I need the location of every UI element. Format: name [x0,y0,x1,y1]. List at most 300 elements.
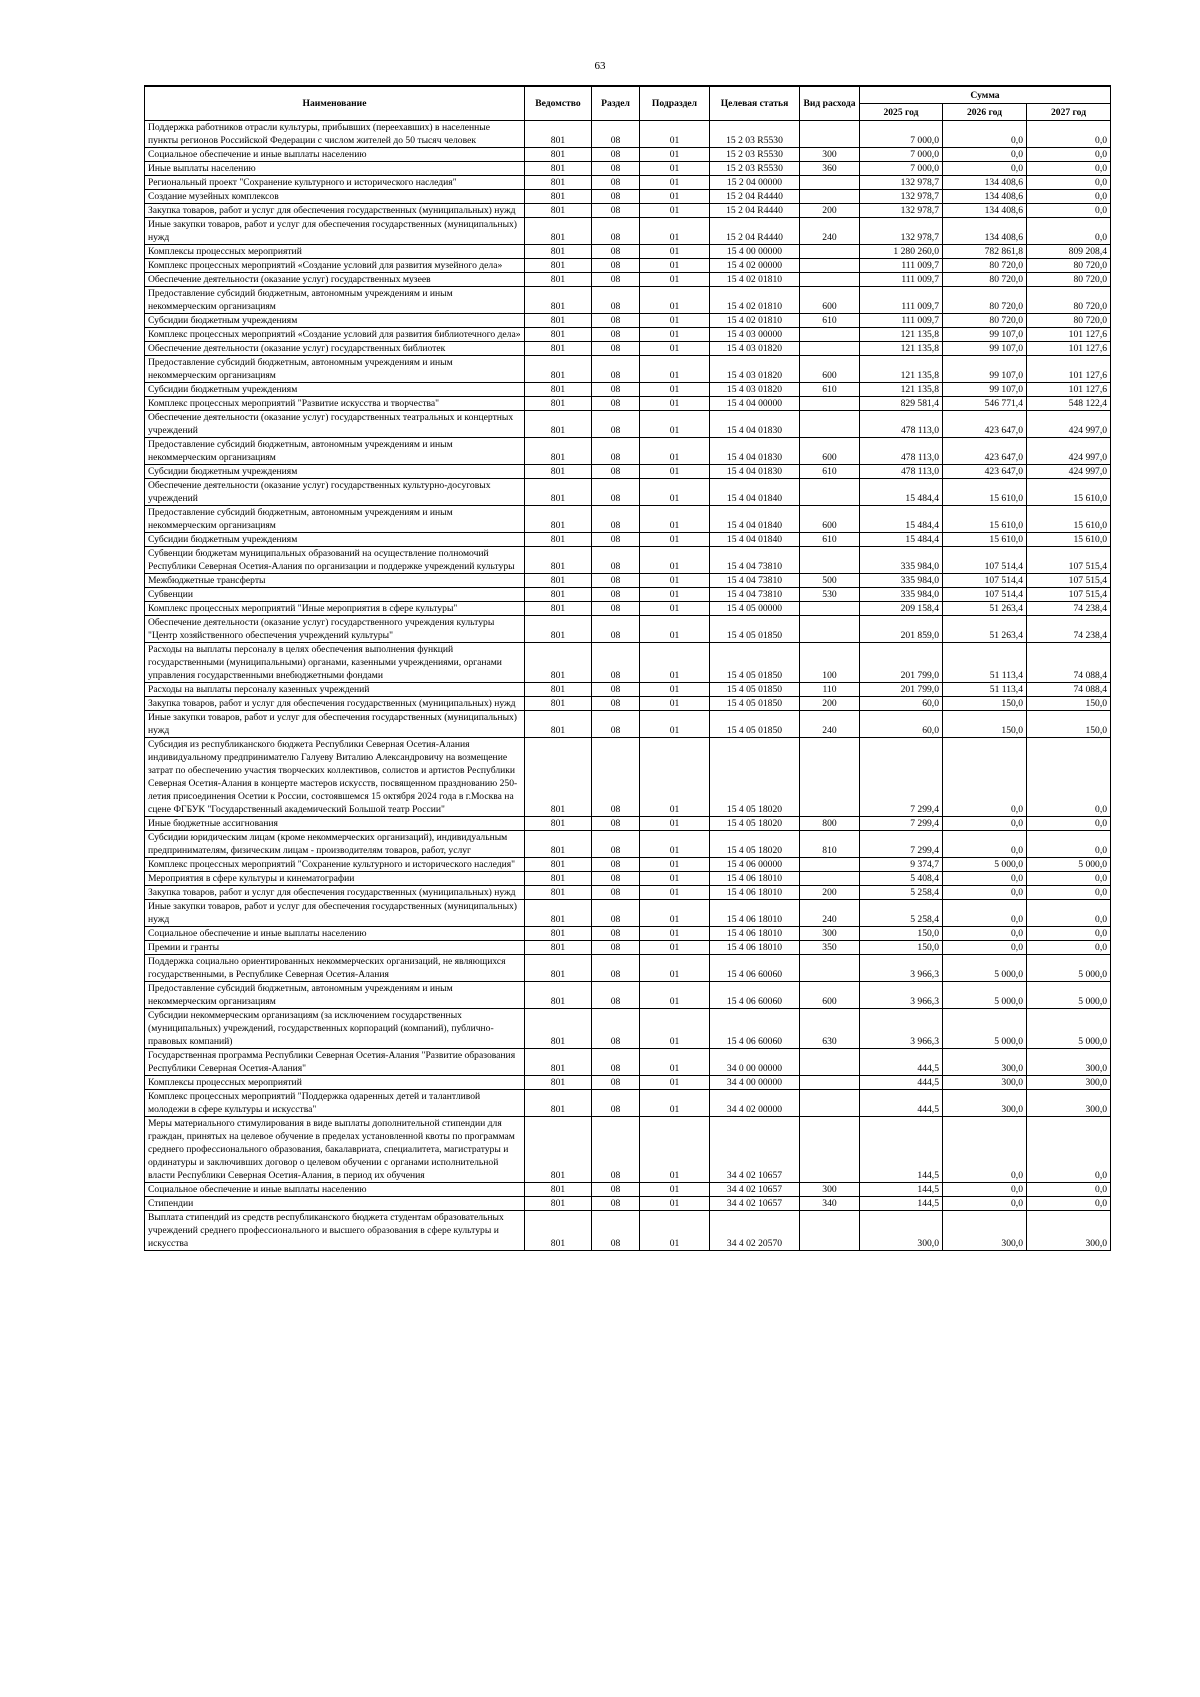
cell-expense-type: 530 [800,588,860,602]
cell-sum-2026: 0,0 [943,900,1027,927]
table-row [145,927,1111,941]
cell-subsection: 01 [640,547,710,574]
cell-target-article: 15 2 03 R5530 [710,148,800,162]
table-row [145,356,1111,383]
cell-department: 801 [525,1090,592,1117]
cell-sum-2025: 3 966,3 [860,982,943,1009]
cell-department: 801 [525,397,592,411]
cell-name: Субвенции бюджетам муниципальных образований на осуществление полномочий Республики Северная Осетия-Алания по организации и поддержке учреждений культуры [145,547,525,574]
cell-sum-2025: 201 859,0 [860,616,943,643]
cell-section: 08 [592,465,640,479]
cell-expense-type: 600 [800,506,860,533]
cell-section: 08 [592,574,640,588]
cell-sum-2026: 5 000,0 [943,982,1027,1009]
header-target-article: Целевая статья [710,86,800,121]
cell-subsection: 01 [640,438,710,465]
cell-name: Государственная программа Республики Северная Осетия-Алания "Развитие образования Республики Северная Осетия-Алания" [145,1049,525,1076]
cell-department: 801 [525,356,592,383]
cell-name: Обеспечение деятельности (оказание услуг) государственных культурно-досуговых учреждений [145,479,525,506]
table-row [145,982,1111,1009]
cell-sum-2026: 80 720,0 [943,287,1027,314]
table-row [145,438,1111,465]
header-subsection: Подраздел [640,86,710,121]
cell-expense-type [800,328,860,342]
cell-department: 801 [525,314,592,328]
cell-name: Комплекс процессных мероприятий "Поддержка одаренных детей и талантливой молодежи в сфере культуры и искусства" [145,1090,525,1117]
cell-section: 08 [592,955,640,982]
table-row [145,176,1111,190]
cell-name: Иные закупки товаров, работ и услуг для обеспечения государственных (муниципальных) нужд [145,900,525,927]
cell-subsection: 01 [640,1117,710,1183]
cell-department: 801 [525,616,592,643]
table-row [145,328,1111,342]
cell-subsection: 01 [640,941,710,955]
cell-target-article: 15 4 05 18020 [710,831,800,858]
cell-target-article: 15 2 04 00000 [710,176,800,190]
cell-expense-type: 100 [800,643,860,683]
cell-sum-2025: 60,0 [860,711,943,738]
cell-department: 801 [525,941,592,955]
cell-department: 801 [525,1076,592,1090]
table-row [145,738,1111,817]
cell-target-article: 15 4 05 01850 [710,616,800,643]
cell-subsection: 01 [640,1211,710,1251]
cell-subsection: 01 [640,273,710,287]
cell-name: Расходы на выплаты персоналу казенных учреждений [145,683,525,697]
table-row [145,465,1111,479]
cell-expense-type: 350 [800,941,860,955]
table-row [145,245,1111,259]
cell-sum-2027: 809 208,4 [1027,245,1111,259]
table-row [145,872,1111,886]
cell-sum-2025: 7 299,4 [860,831,943,858]
cell-name: Создание музейных комплексов [145,190,525,204]
cell-subsection: 01 [640,900,710,927]
cell-section: 08 [592,162,640,176]
cell-subsection: 01 [640,176,710,190]
cell-sum-2026: 0,0 [943,886,1027,900]
cell-department: 801 [525,1009,592,1049]
cell-sum-2026: 0,0 [943,148,1027,162]
cell-sum-2026: 99 107,0 [943,356,1027,383]
table-row [145,1183,1111,1197]
table-row [145,711,1111,738]
cell-expense-type: 200 [800,204,860,218]
cell-expense-type: 200 [800,886,860,900]
cell-section: 08 [592,314,640,328]
cell-section: 08 [592,602,640,616]
cell-expense-type: 200 [800,697,860,711]
cell-target-article: 34 4 02 10657 [710,1197,800,1211]
cell-expense-type: 300 [800,927,860,941]
cell-name: Субсидии бюджетным учреждениям [145,314,525,328]
cell-sum-2026: 51 113,4 [943,683,1027,697]
cell-department: 801 [525,218,592,245]
cell-target-article: 15 4 06 60060 [710,1009,800,1049]
cell-expense-type [800,547,860,574]
cell-sum-2027: 107 515,4 [1027,588,1111,602]
cell-subsection: 01 [640,342,710,356]
cell-sum-2026: 5 000,0 [943,955,1027,982]
cell-sum-2026: 15 610,0 [943,506,1027,533]
cell-subsection: 01 [640,616,710,643]
cell-target-article: 15 4 05 01850 [710,711,800,738]
cell-section: 08 [592,176,640,190]
cell-sum-2027: 0,0 [1027,817,1111,831]
cell-sum-2027: 300,0 [1027,1090,1111,1117]
cell-target-article: 15 4 06 18010 [710,886,800,900]
cell-sum-2025: 111 009,7 [860,259,943,273]
cell-target-article: 15 4 04 73810 [710,588,800,602]
cell-sum-2026: 0,0 [943,1183,1027,1197]
cell-subsection: 01 [640,1090,710,1117]
cell-expense-type: 600 [800,982,860,1009]
cell-sum-2027: 80 720,0 [1027,287,1111,314]
cell-sum-2027: 300,0 [1027,1076,1111,1090]
cell-sum-2026: 150,0 [943,711,1027,738]
cell-section: 08 [592,218,640,245]
cell-sum-2027: 424 997,0 [1027,465,1111,479]
cell-name: Иные закупки товаров, работ и услуг для обеспечения государственных (муниципальных) нужд [145,218,525,245]
cell-expense-type: 340 [800,1197,860,1211]
cell-sum-2027: 0,0 [1027,190,1111,204]
cell-sum-2026: 15 610,0 [943,533,1027,547]
cell-sum-2027: 0,0 [1027,927,1111,941]
header-year-2026: 2026 год [943,104,1027,121]
cell-target-article: 15 4 02 01810 [710,273,800,287]
cell-expense-type: 500 [800,574,860,588]
cell-department: 801 [525,465,592,479]
cell-sum-2025: 444,5 [860,1076,943,1090]
cell-section: 08 [592,588,640,602]
cell-section: 08 [592,643,640,683]
cell-sum-2025: 829 581,4 [860,397,943,411]
table-row [145,411,1111,438]
cell-subsection: 01 [640,479,710,506]
cell-subsection: 01 [640,1049,710,1076]
cell-department: 801 [525,506,592,533]
table-row [145,858,1111,872]
cell-sum-2027: 0,0 [1027,218,1111,245]
cell-sum-2026: 134 408,6 [943,204,1027,218]
cell-sum-2027: 0,0 [1027,204,1111,218]
cell-expense-type [800,245,860,259]
cell-target-article: 34 0 00 00000 [710,1049,800,1076]
cell-sum-2027: 101 127,6 [1027,328,1111,342]
header-name: Наименование [145,86,525,121]
cell-sum-2025: 5 408,4 [860,872,943,886]
cell-sum-2026: 300,0 [943,1076,1027,1090]
cell-expense-type: 800 [800,817,860,831]
cell-sum-2025: 300,0 [860,1211,943,1251]
cell-sum-2025: 5 258,4 [860,886,943,900]
cell-sum-2027: 150,0 [1027,697,1111,711]
cell-sum-2027: 80 720,0 [1027,314,1111,328]
table-row [145,273,1111,287]
cell-sum-2027: 0,0 [1027,872,1111,886]
cell-sum-2025: 132 978,7 [860,218,943,245]
cell-target-article: 15 4 06 18010 [710,941,800,955]
cell-expense-type [800,121,860,148]
table-row [145,342,1111,356]
cell-sum-2027: 0,0 [1027,1117,1111,1183]
cell-department: 801 [525,900,592,927]
cell-subsection: 01 [640,397,710,411]
cell-section: 08 [592,328,640,342]
table-row [145,547,1111,574]
cell-sum-2027: 5 000,0 [1027,1009,1111,1049]
cell-sum-2026: 99 107,0 [943,342,1027,356]
cell-section: 08 [592,858,640,872]
cell-sum-2026: 0,0 [943,927,1027,941]
cell-subsection: 01 [640,697,710,711]
cell-sum-2026: 51 263,4 [943,602,1027,616]
cell-sum-2027: 101 127,6 [1027,356,1111,383]
cell-department: 801 [525,1197,592,1211]
cell-sum-2025: 132 978,7 [860,204,943,218]
cell-sum-2026: 107 514,4 [943,574,1027,588]
cell-section: 08 [592,533,640,547]
cell-target-article: 34 4 02 00000 [710,1090,800,1117]
cell-subsection: 01 [640,148,710,162]
cell-expense-type [800,1090,860,1117]
cell-sum-2027: 5 000,0 [1027,955,1111,982]
cell-sum-2027: 424 997,0 [1027,411,1111,438]
cell-expense-type [800,273,860,287]
cell-sum-2025: 7 299,4 [860,738,943,817]
cell-sum-2027: 101 127,6 [1027,342,1111,356]
cell-expense-type [800,190,860,204]
cell-sum-2026: 300,0 [943,1049,1027,1076]
table-row [145,259,1111,273]
cell-name: Региональный проект "Сохранение культурного и исторического наследия" [145,176,525,190]
cell-expense-type [800,858,860,872]
cell-target-article: 15 4 03 01820 [710,342,800,356]
cell-target-article: 15 4 05 01850 [710,643,800,683]
cell-sum-2026: 80 720,0 [943,314,1027,328]
cell-target-article: 15 4 06 60060 [710,982,800,1009]
cell-section: 08 [592,697,640,711]
cell-department: 801 [525,643,592,683]
cell-department: 801 [525,273,592,287]
cell-section: 08 [592,1183,640,1197]
table-row [145,616,1111,643]
cell-sum-2026: 0,0 [943,817,1027,831]
cell-name: Закупка товаров, работ и услуг для обеспечения государственных (муниципальных) нужд [145,697,525,711]
table-row [145,506,1111,533]
cell-section: 08 [592,1197,640,1211]
table-row [145,1049,1111,1076]
cell-sum-2026: 0,0 [943,162,1027,176]
cell-target-article: 15 2 04 R4440 [710,204,800,218]
cell-name: Стипендии [145,1197,525,1211]
cell-sum-2025: 144,5 [860,1183,943,1197]
cell-section: 08 [592,342,640,356]
cell-sum-2026: 5 000,0 [943,858,1027,872]
cell-sum-2027: 0,0 [1027,148,1111,162]
cell-section: 08 [592,204,640,218]
cell-section: 08 [592,383,640,397]
cell-subsection: 01 [640,738,710,817]
cell-sum-2027: 74 088,4 [1027,643,1111,683]
cell-sum-2026: 51 263,4 [943,616,1027,643]
cell-sum-2026: 80 720,0 [943,273,1027,287]
cell-sum-2025: 7 000,0 [860,121,943,148]
cell-sum-2027: 80 720,0 [1027,273,1111,287]
cell-sum-2026: 0,0 [943,872,1027,886]
cell-name: Предоставление субсидий бюджетным, автономным учреждениям и иным некоммерческим организациям [145,287,525,314]
cell-name: Предоставление субсидий бюджетным, автономным учреждениям и иным некоммерческим организациям [145,356,525,383]
table-row [145,588,1111,602]
cell-subsection: 01 [640,190,710,204]
cell-name: Субвенции [145,588,525,602]
cell-name: Комплекс процессных мероприятий «Создание условий для развития музейного дела» [145,259,525,273]
cell-sum-2026: 0,0 [943,121,1027,148]
cell-section: 08 [592,1211,640,1251]
cell-sum-2027: 15 610,0 [1027,533,1111,547]
cell-department: 801 [525,588,592,602]
cell-sum-2025: 201 799,0 [860,683,943,697]
cell-target-article: 15 4 03 01820 [710,356,800,383]
cell-section: 08 [592,1090,640,1117]
table-row [145,1211,1111,1251]
cell-department: 801 [525,121,592,148]
cell-subsection: 01 [640,574,710,588]
cell-target-article: 15 4 05 18020 [710,817,800,831]
cell-subsection: 01 [640,982,710,1009]
cell-sum-2027: 150,0 [1027,711,1111,738]
cell-expense-type [800,738,860,817]
cell-department: 801 [525,533,592,547]
cell-section: 08 [592,1009,640,1049]
cell-target-article: 15 2 04 R4440 [710,190,800,204]
cell-expense-type: 360 [800,162,860,176]
cell-section: 08 [592,683,640,697]
header-year-2025: 2025 год [860,104,943,121]
cell-sum-2025: 111 009,7 [860,314,943,328]
cell-department: 801 [525,245,592,259]
table-row [145,602,1111,616]
table-header [145,86,1111,121]
cell-sum-2025: 478 113,0 [860,438,943,465]
cell-department: 801 [525,287,592,314]
cell-section: 08 [592,506,640,533]
header-year-2027: 2027 год [1027,104,1111,121]
cell-target-article: 34 4 00 00000 [710,1076,800,1090]
cell-target-article: 15 4 06 60060 [710,955,800,982]
cell-subsection: 01 [640,1076,710,1090]
cell-expense-type: 240 [800,900,860,927]
cell-sum-2027: 101 127,6 [1027,383,1111,397]
cell-expense-type: 110 [800,683,860,697]
cell-section: 08 [592,941,640,955]
cell-sum-2026: 0,0 [943,941,1027,955]
cell-subsection: 01 [640,872,710,886]
cell-department: 801 [525,872,592,886]
cell-sum-2026: 0,0 [943,1197,1027,1211]
cell-subsection: 01 [640,858,710,872]
cell-target-article: 15 4 04 01830 [710,465,800,479]
cell-target-article: 15 4 04 00000 [710,397,800,411]
cell-sum-2025: 335 984,0 [860,574,943,588]
cell-name: Предоставление субсидий бюджетным, автономным учреждениям и иным некоммерческим организациям [145,438,525,465]
cell-department: 801 [525,342,592,356]
cell-name: Социальное обеспечение и иные выплаты населению [145,927,525,941]
cell-sum-2026: 546 771,4 [943,397,1027,411]
table-row [145,204,1111,218]
cell-section: 08 [592,711,640,738]
cell-department: 801 [525,259,592,273]
cell-sum-2025: 150,0 [860,941,943,955]
cell-sum-2025: 209 158,4 [860,602,943,616]
cell-target-article: 15 4 04 73810 [710,547,800,574]
cell-subsection: 01 [640,411,710,438]
cell-name: Иные бюджетные ассигнования [145,817,525,831]
table-row [145,383,1111,397]
cell-section: 08 [592,273,640,287]
cell-name: Предоставление субсидий бюджетным, автономным учреждениям и иным некоммерческим организациям [145,982,525,1009]
cell-sum-2027: 548 122,4 [1027,397,1111,411]
cell-department: 801 [525,982,592,1009]
cell-sum-2026: 15 610,0 [943,479,1027,506]
cell-section: 08 [592,479,640,506]
cell-sum-2026: 423 647,0 [943,411,1027,438]
cell-name: Комплекс процессных мероприятий "Сохранение культурного и исторического наследия" [145,858,525,872]
cell-name: Субсидии бюджетным учреждениям [145,383,525,397]
cell-subsection: 01 [640,218,710,245]
cell-department: 801 [525,1117,592,1183]
cell-sum-2025: 201 799,0 [860,643,943,683]
cell-target-article: 15 4 04 01840 [710,479,800,506]
cell-sum-2027: 300,0 [1027,1211,1111,1251]
cell-department: 801 [525,1049,592,1076]
cell-name: Расходы на выплаты персоналу в целях обеспечения выполнения функций государственными (муниципальными) органами, казенными учреждениями, органами управления государственными внебюджетными фондами [145,643,525,683]
table-row [145,314,1111,328]
cell-sum-2026: 423 647,0 [943,465,1027,479]
header-expense-type: Вид расхода [800,86,860,121]
table-row [145,900,1111,927]
cell-sum-2027: 0,0 [1027,886,1111,900]
cell-expense-type [800,616,860,643]
cell-subsection: 01 [640,927,710,941]
cell-name: Обеспечение деятельности (оказание услуг) государственного учреждения культуры "Центр хозяйственного обеспечения учреждений культуры" [145,616,525,643]
cell-department: 801 [525,955,592,982]
table-row [145,121,1111,148]
cell-name: Субсидии юридическим лицам (кроме некоммерческих организаций), индивидуальным предпринимателям, физическим лицам - производителям товаров, работ, услуг [145,831,525,858]
cell-department: 801 [525,411,592,438]
cell-target-article: 15 4 04 01830 [710,411,800,438]
cell-expense-type [800,602,860,616]
cell-target-article: 15 4 05 01850 [710,697,800,711]
cell-expense-type [800,479,860,506]
cell-sum-2027: 15 610,0 [1027,479,1111,506]
cell-department: 801 [525,176,592,190]
cell-sum-2025: 132 978,7 [860,176,943,190]
cell-target-article: 15 4 04 73810 [710,574,800,588]
cell-subsection: 01 [640,1197,710,1211]
cell-expense-type: 600 [800,356,860,383]
table-row [145,397,1111,411]
cell-subsection: 01 [640,328,710,342]
cell-expense-type: 600 [800,287,860,314]
cell-department: 801 [525,817,592,831]
cell-sum-2025: 1 280 260,0 [860,245,943,259]
cell-department: 801 [525,148,592,162]
cell-department: 801 [525,738,592,817]
cell-expense-type [800,1049,860,1076]
cell-target-article: 15 4 00 00000 [710,245,800,259]
header-sum: Сумма [860,86,1111,104]
